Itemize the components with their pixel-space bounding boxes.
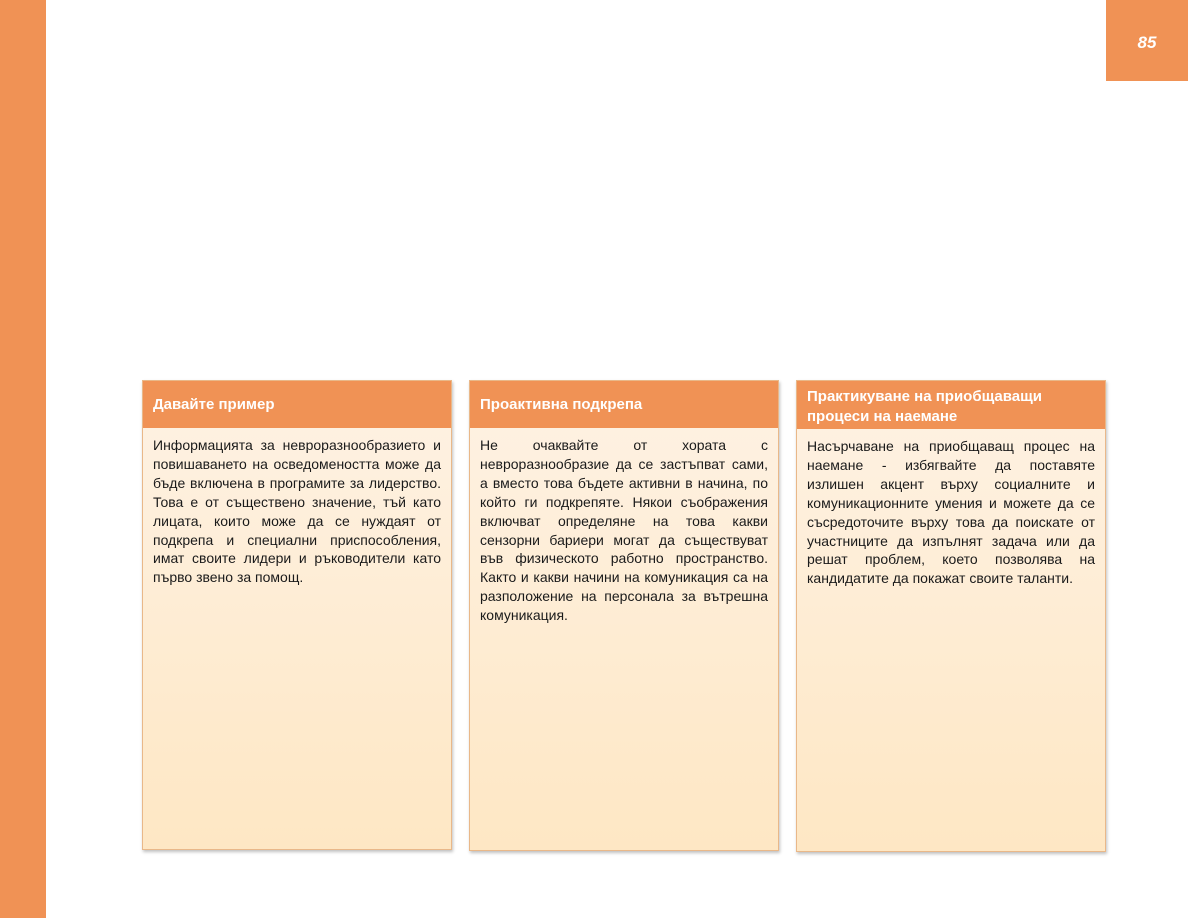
card-title: Давайте пример bbox=[153, 395, 275, 413]
page-number: 85 bbox=[1137, 32, 1157, 52]
card-inclusive-hiring bbox=[796, 380, 1106, 852]
card-proactive-support bbox=[469, 380, 779, 851]
page-number-badge bbox=[1106, 0, 1188, 81]
card-header bbox=[797, 381, 1105, 429]
card-title: Проактивна подкрепа bbox=[480, 395, 643, 413]
card-body-text: Информацията за невроразнообразието и повишаването на осведомеността може да бъде включена в програмите за лидерство. Това е от съществено значение, тъй като лицата, които може да се нуждаят от подкрепа и специални приспособления, имат своите лидери и ръководители като първо звено за помощ. bbox=[153, 437, 441, 586]
card-lead-by-example bbox=[142, 380, 452, 850]
card-header bbox=[470, 381, 778, 428]
left-accent-bar bbox=[0, 0, 46, 918]
card-title: Практикуване на приобщаващи процеси на наемане bbox=[807, 388, 1043, 425]
card-body-text: Насърчаване на приобщаващ процес на наемане - избягвайте да поставяте излишен акцент върху социалните и комуникационните умения и можете да се съсредоточите върху това да поискате от участниците да изпълнят задача или да решат проблем, което позволява на кандидатите да покажат своите таланти. bbox=[807, 438, 1095, 587]
card-body-text: Не очаквайте от хората с невроразнообразие да се застъпват сами, а вместо това бъдете активни в начина, по който ги подкрепяте. Някои съображения включват определяне на това какви сензорни бариери могат да съществуват във физическото работно пространство. Както и какви начини на комуникация са на разположение на персонала за вътрешна комуникация. bbox=[480, 437, 768, 624]
card-header bbox=[143, 381, 451, 428]
